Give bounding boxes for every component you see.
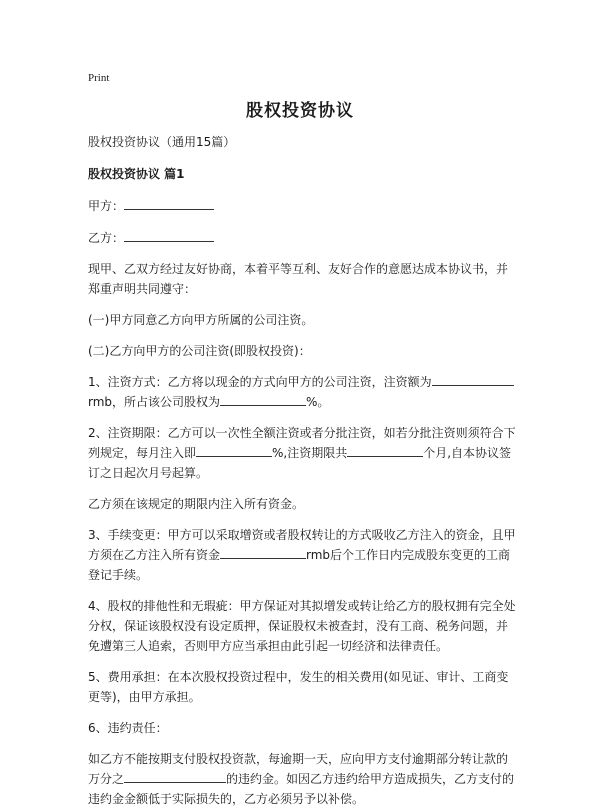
item-1: [88, 372, 518, 412]
item-2-text-2: %,注资期限共: [272, 446, 348, 460]
section-title: 股权投资协议 篇1: [88, 167, 185, 181]
penalty-paragraph: [88, 749, 518, 809]
item-1-text-3: %。: [306, 395, 330, 409]
party-a-line: [88, 196, 518, 216]
party-b-blank: [124, 228, 214, 242]
item-2-text: 2、注资期限：乙方可以一次性全额注资或者分批注资，如若分批注资则须符合下列规定，每月注入即: [88, 426, 516, 460]
document-body: [88, 132, 518, 809]
penalty-text: 如乙方不能按期支付股权投资款，每逾期一天，应向甲方支付逾期部分转让款的万分之: [88, 752, 509, 786]
document-title: 股权投资协议: [246, 101, 354, 121]
item-4: 4、股权的排他性和无瑕疵：甲方保证对其拟增发或转让给乙方的股权拥有完全处分权，保证该股权没有设定质押，保证股权未被查封，没有工商、税务问题，并免遭第三人追索，否则甲方应当承担由此引起一切经济和法律责任。: [88, 599, 516, 653]
intro-paragraph: 现甲、乙双方经过友好协商，本着平等互利、友好合作的意愿达成本协议书，并郑重声明共同遵守：: [88, 262, 509, 296]
item-3-text-2: rmb后个工作日内完成股东变更的工商登记手续。: [88, 548, 511, 582]
party-b-line: [88, 228, 518, 248]
total-funds-blank: [220, 545, 306, 559]
equity-percent-blank: [220, 392, 306, 406]
investment-amount-blank: [432, 372, 514, 386]
clause-b: (二)乙方向甲方的公司注资(即股权投资)：: [88, 344, 311, 358]
document-subtitle: 股权投资协议（通用15篇）: [88, 135, 236, 149]
item-3: [88, 525, 518, 585]
print-label[interactable]: Print: [88, 72, 110, 84]
months-blank: [347, 443, 423, 457]
penalty-ratio-blank: [124, 769, 226, 783]
clause-a: (一)甲方同意乙方向甲方所属的公司注资。: [88, 313, 314, 327]
item-2: [88, 423, 518, 483]
item-3-text: 3、手续变更：甲方可以采取增资或者股权转让的方式吸收乙方注入的资金，且甲方须在乙方注入所有资金: [88, 528, 516, 562]
party-a-label: 甲方：: [88, 199, 125, 213]
item-2-text-3: 个月,自本协议签订之日起次月号起算。: [88, 446, 512, 480]
item-1-text-2: rmb，所占该公司股权为: [88, 395, 221, 409]
monthly-percent-blank: [196, 443, 272, 457]
item-6: 6、违约责任：: [88, 721, 168, 735]
party-b-label: 乙方：: [88, 231, 125, 245]
penalty-text-2: 的违约金。如因乙方违约给甲方造成损失，乙方支付的违约金金额低于实际损失的，乙方必须另予以补偿。: [88, 772, 515, 806]
party-a-blank: [124, 196, 214, 210]
item-5: 5、费用承担：在本次股权投资过程中，发生的相关费用(如见证、审计、工商变更等)，由甲方承担。: [88, 670, 509, 704]
item-1-text: 1、注资方式：乙方将以现金的方式向甲方的公司注资，注资额为: [88, 375, 432, 389]
deadline-note: 乙方须在该规定的期限内注入所有资金。: [88, 497, 305, 511]
